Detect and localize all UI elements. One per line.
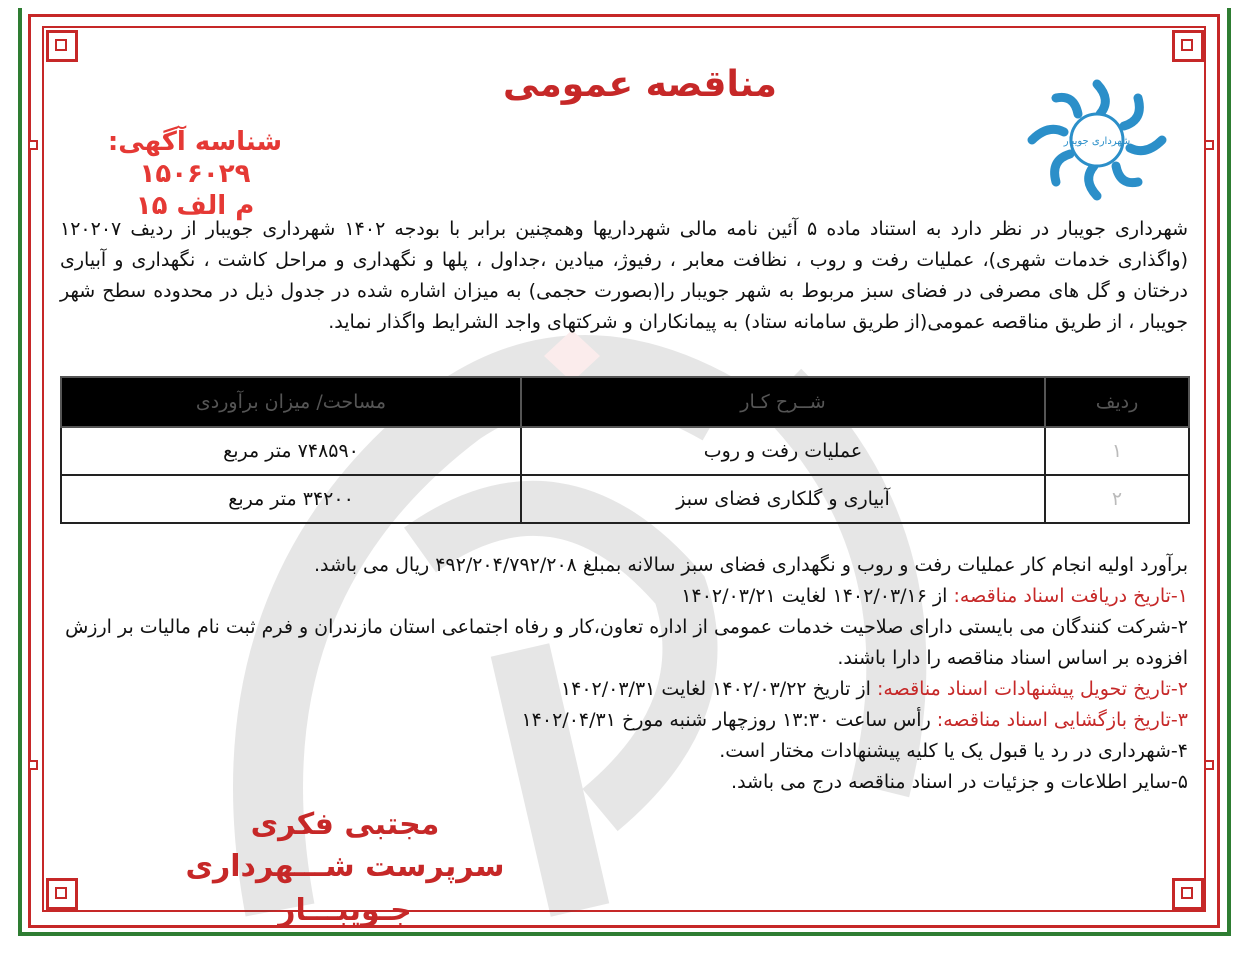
term-item xyxy=(60,767,1188,798)
term-label: ۲-تاریخ تحویل پیشنهادات اسناد مناقصه: xyxy=(877,678,1188,700)
ad-id-number: شناسه آگهی: ۱۵۰۶۰۲۹ xyxy=(107,127,283,189)
side-ornament xyxy=(28,760,38,770)
signatory-role: سرپرست شـــهرداری جـویبـــار xyxy=(185,849,505,928)
logo-text: شهرداری جویبار xyxy=(1063,136,1131,147)
term-text: رأس ساعت ۱۳:۳۰ روزچهار شنبه مورخ ۱۴۰۲/۰۴/۳۱ xyxy=(521,709,937,731)
term-text: از ۱۴۰۲/۰۳/۱۶ لغایت ۱۴۰۲/۰۳/۲۱ xyxy=(681,585,954,607)
works-table xyxy=(60,376,1190,524)
side-ornament xyxy=(1204,140,1214,150)
term-label: ۱-تاریخ دریافت اسناد مناقصه: xyxy=(953,585,1188,607)
ad-id-code: م الف ۱۵ xyxy=(135,191,255,221)
side-ornament xyxy=(28,140,38,150)
corner-ornament xyxy=(46,878,78,910)
term-text: ۴-شهرداری در رد یا قبول یک یا کلیه پیشنهادات مختار است. xyxy=(719,740,1188,762)
ad-identifier xyxy=(70,126,320,222)
row-number: ۱ xyxy=(1045,427,1189,475)
signatory-name: مجتبی فکری xyxy=(250,807,440,842)
corner-ornament xyxy=(1172,878,1204,910)
header-area: مساحت/ میزان برآوردی xyxy=(61,377,521,427)
term-text: ۲-شرکت کنندگان می بایستی دارای صلاحیت خدمات عمومی از اداره تعاون،کار و رفاه اجتماعی استان مازندران و فرم ثبت نام مالیات بر ارزش افزوده بر اساس اسناد مناقصه را دارا باشند. xyxy=(65,616,1188,669)
header-description: شــرح کـار xyxy=(521,377,1045,427)
term-label: ۳-تاریخ بازگشایی اسناد مناقصه: xyxy=(936,709,1188,731)
row-description: عملیات رفت و روب xyxy=(521,427,1045,475)
table-row xyxy=(61,427,1189,475)
terms-section xyxy=(60,550,1188,798)
row-description: آبیاری و گلکاری فضای سبز xyxy=(521,475,1045,523)
table-row xyxy=(61,475,1189,523)
row-number: ۲ xyxy=(1045,475,1189,523)
term-text: ۵-سایر اطلاعات و جزئیات در اسناد مناقصه درج می باشد. xyxy=(731,771,1188,793)
term-item xyxy=(60,581,1188,612)
header-row-number: ردیف xyxy=(1045,377,1189,427)
corner-ornament xyxy=(1172,30,1204,62)
municipality-logo xyxy=(1012,70,1182,210)
term-item xyxy=(60,705,1188,736)
side-ornament xyxy=(1204,760,1214,770)
term-item xyxy=(60,674,1188,705)
term-item xyxy=(60,736,1188,767)
intro-paragraph: شهرداری جویبار در نظر دارد به استناد ماده ۵ آئین نامه مالی شهرداریها وهمچنین برابر با بودجه ۱۴۰۲ شهرداری جویبار از ردیف ۱۲۰۲۰۷ (واگذاری خدمات شهری)، عملیات رفت و روب ، نظافت معابر ، رفیوژ، میادین ،جداول ، پلها و نگهداری و مراحل کاشت ، نگهداری و آبیاری درختان و گل های مصرفی در فضای سبز مربوط به شهر جویبار را(بصورت حجمی) به میزان اشاره شده در جدول ذیل در محدوده سطح شهر جویبار ، از طریق مناقصه عمومی(از طریق سامانه ستاد) به پیمانکاران و شرکتهای واجد الشرایط واگذار نماید. xyxy=(60,218,1188,333)
row-area: ۷۴۸۵۹۰ متر مربع xyxy=(61,427,521,475)
term-item xyxy=(60,612,1188,674)
term-text: از تاریخ ۱۴۰۲/۰۳/۲۲ لغایت ۱۴۰۲/۰۳/۳۱ xyxy=(560,678,877,700)
estimate-text: برآورد اولیه انجام کار عملیات رفت و روب و نگهداری فضای سبز سالانه بمبلغ ۴۹۲/۲۰۴/۷۹۲/۲۰۸ ریال می باشد. xyxy=(314,554,1188,576)
page-title: مناقصه عمومی xyxy=(503,64,777,105)
corner-ornament xyxy=(46,30,78,62)
row-area: ۳۴۲۰۰ متر مربع xyxy=(61,475,521,523)
signature-block xyxy=(150,805,540,933)
table-header-row xyxy=(61,377,1189,427)
